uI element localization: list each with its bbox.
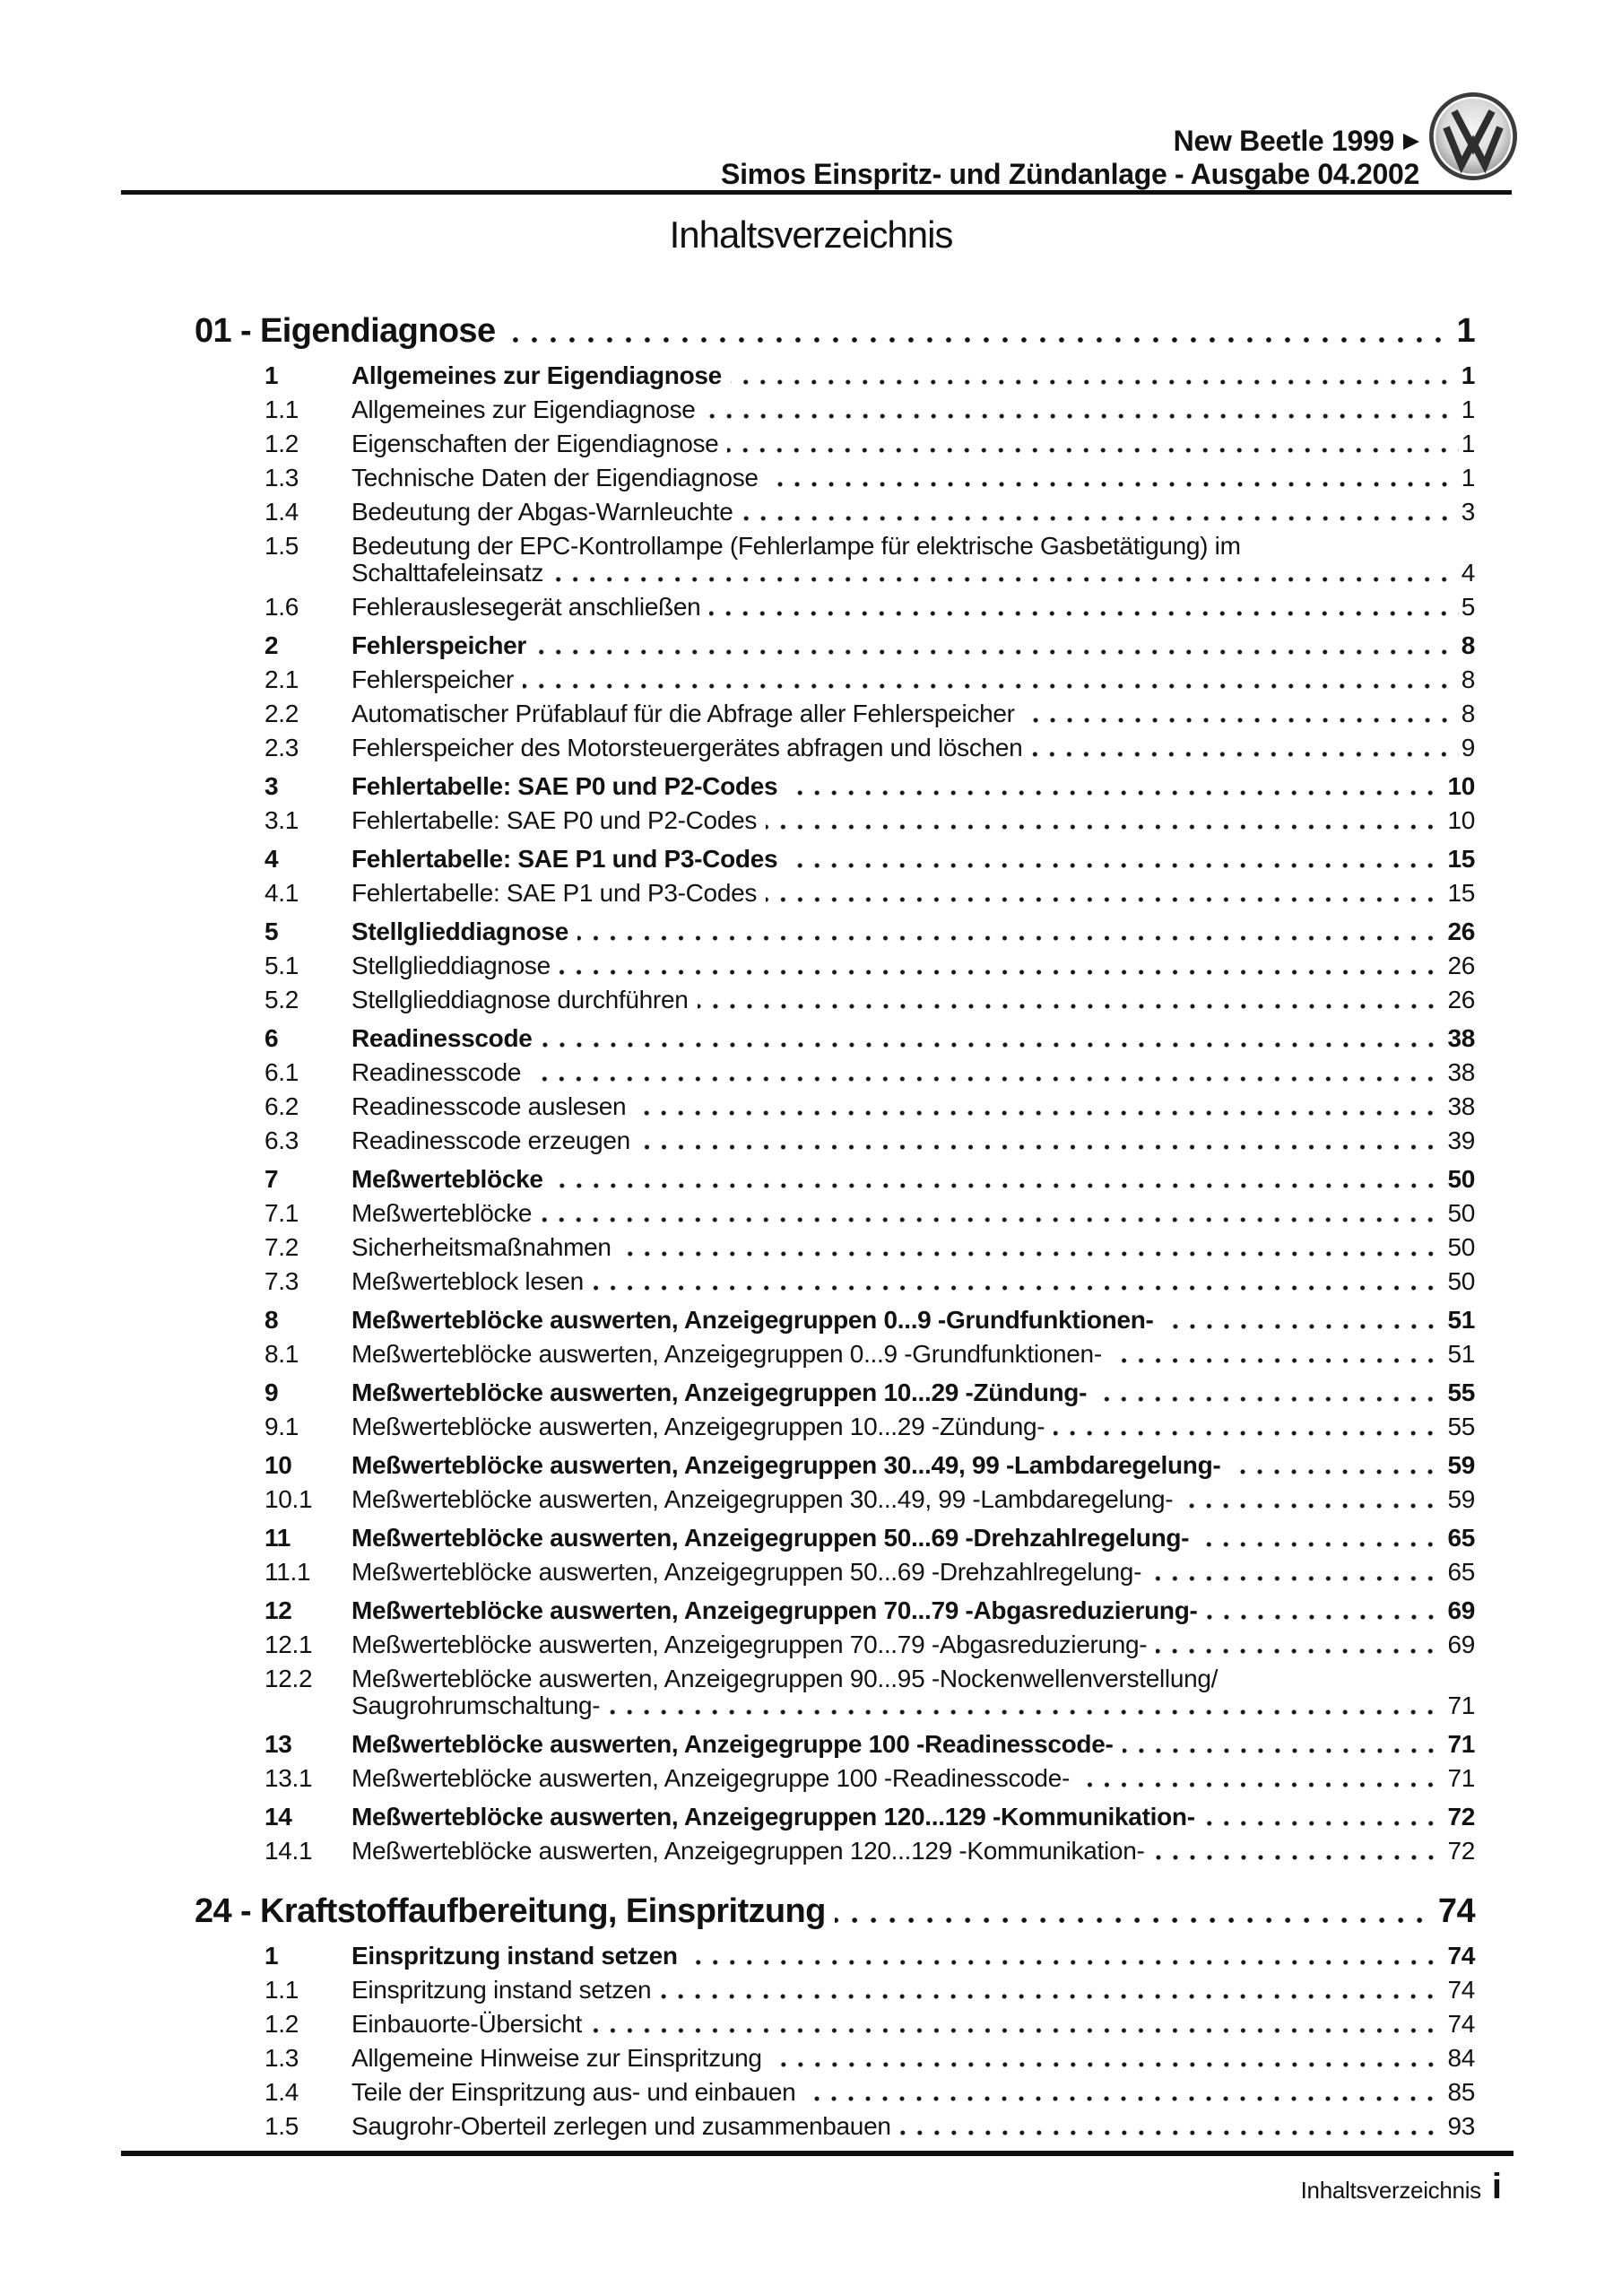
toc-row-page-number: 8 <box>1461 700 1475 727</box>
dot-leader <box>742 516 1459 521</box>
dot-leader <box>768 482 1459 487</box>
footer-label: Inhaltsverzeichnis <box>1300 2177 1481 2204</box>
toc-row <box>121 1234 1475 1261</box>
toc-row-number: 6.2 <box>265 1092 299 1120</box>
toc-row-title: Stellglieddiagnose durchführen <box>351 986 689 1013</box>
toc-row-page-number: 39 <box>1447 1126 1475 1154</box>
dot-leader <box>505 337 1454 344</box>
header-doc-line: Simos Einspritz- und Zündanlage - Ausgabe 04.2002 <box>721 158 1419 190</box>
dot-leader <box>731 379 1459 385</box>
toc-row <box>121 987 1475 1013</box>
dot-leader <box>1054 1431 1444 1436</box>
toc-row-number: 7.1 <box>265 1199 299 1227</box>
dot-leader <box>1250 550 1472 555</box>
toc-row-number: 12.1 <box>265 1631 313 1658</box>
dot-leader <box>1111 1358 1445 1363</box>
toc-row <box>121 666 1475 693</box>
dot-leader <box>639 1144 1444 1150</box>
toc-row-title: Fehlerauslesegerät anschließen <box>351 593 701 621</box>
toc <box>121 311 1475 2140</box>
toc-row <box>121 1341 1475 1368</box>
toc-row-page-number: 65 <box>1447 1524 1475 1552</box>
toc-row-page-number: 55 <box>1447 1378 1475 1406</box>
dot-leader <box>530 1076 1444 1082</box>
toc-row-number: 10 <box>265 1451 292 1479</box>
toc-row-number: 9 <box>265 1378 279 1406</box>
dot-leader <box>727 448 1458 453</box>
vw-logo <box>1428 89 1518 184</box>
toc-row <box>121 880 1475 907</box>
toc-row-number: 12 <box>265 1596 292 1624</box>
toc-row-page-number: 71 <box>1447 1764 1475 1792</box>
toc-row-page-number: 69 <box>1447 1596 1475 1624</box>
toc-row <box>121 952 1475 979</box>
toc-row-number: 5 <box>265 918 279 945</box>
toc-row-number: 1.5 <box>265 532 299 560</box>
toc-row-number: 9.1 <box>265 1413 299 1440</box>
toc-row-number: 14.1 <box>265 1837 313 1865</box>
toc-row-page-number: 72 <box>1447 1803 1475 1831</box>
toc-row-number: 6 <box>265 1024 279 1052</box>
toc-row-page-number: 15 <box>1447 845 1475 873</box>
toc-row-title: Stellglieddiagnose <box>351 918 568 945</box>
toc-row-number: 7 <box>265 1165 279 1193</box>
toc-row-number: 14 <box>265 1803 292 1831</box>
toc-row <box>121 1631 1475 1658</box>
toc-row-title: Meßwerteblöcke <box>351 1165 543 1193</box>
toc-row-title: Meßwerteblöcke auswerten, Anzeigegruppen 70...79 -Abgasreduzierung- <box>351 1596 1198 1624</box>
toc-row-page-number: 4 <box>1461 559 1475 587</box>
toc-row-title: Automatischer Prüfablauf für die Abfrage aller Fehlerspeicher <box>351 700 1015 727</box>
toc-row-number: 1.2 <box>265 430 299 457</box>
toc-row-page-number: 65 <box>1447 1558 1475 1586</box>
toc-row-title: Meßwerteblöcke auswerten, Anzeigegruppen 50...69 -Drehzahlregelung- <box>351 1558 1142 1586</box>
toc-row-number: 13.1 <box>265 1764 313 1792</box>
footer-page-number: i <box>1491 2167 1502 2206</box>
toc-row-page-number: 59 <box>1447 1485 1475 1513</box>
toc-row-title: Readinesscode auslesen <box>351 1092 627 1120</box>
toc-row-page-number: 50 <box>1447 1165 1475 1193</box>
dot-leader <box>1096 1396 1444 1402</box>
toc-row <box>121 2079 1475 2106</box>
toc-row-page-number: 10 <box>1447 772 1475 800</box>
arrow-right-icon <box>1403 134 1419 150</box>
toc-row <box>121 1452 1475 1479</box>
toc-row-page-number: 9 <box>1461 734 1475 761</box>
toc-row-number: 5.1 <box>265 952 299 979</box>
toc-row-title: Allgemeine Hinweise zur Einspritzung <box>351 2044 762 2072</box>
toc-row-page-number: 3 <box>1461 498 1475 526</box>
toc-row-page-number: 74 <box>1447 1942 1475 1970</box>
toc-row-title: Einspritzung instand setzen <box>351 1976 652 2004</box>
toc-row <box>121 311 1475 351</box>
dot-leader <box>804 2096 1444 2101</box>
toc-row <box>121 2113 1475 2140</box>
dot-leader <box>1150 1576 1444 1581</box>
toc-row <box>121 1379 1475 1406</box>
toc-row-page-number: 55 <box>1447 1413 1475 1440</box>
toc-row-page-number: 38 <box>1447 1024 1475 1052</box>
toc-row-page-number: 59 <box>1447 1451 1475 1479</box>
toc-row <box>121 1943 1475 1970</box>
toc-row-title: Meßwerteblöcke auswerten, Anzeigegruppe 100 -Readinesscode- <box>351 1730 1114 1758</box>
toc-row-title: Meßwerteblöcke auswerten, Anzeigegruppe 100 -Readinesscode- <box>351 1764 1070 1792</box>
dot-leader <box>620 1251 1445 1257</box>
toc-row-title: Readinesscode erzeugen <box>351 1126 630 1154</box>
toc-row-number: 5.2 <box>265 986 299 1013</box>
toc-row-page-number: 38 <box>1447 1092 1475 1120</box>
toc-row <box>121 2011 1475 2038</box>
chapter-title: 01 - Eigendiagnose <box>195 312 496 350</box>
dot-leader <box>552 577 1459 582</box>
toc-row-page-number: 38 <box>1447 1058 1475 1086</box>
toc-row-title: Allgemeines zur Eigendiagnose <box>351 361 722 389</box>
toc-row-page-number: 74 <box>1437 1892 1475 1930</box>
toc-row-number: 1.1 <box>265 396 299 423</box>
dot-leader <box>1079 1782 1444 1787</box>
dot-leader <box>900 2130 1445 2135</box>
dot-leader <box>1182 1503 1444 1509</box>
toc-row-number: 13 <box>265 1730 292 1758</box>
toc-row-title: Allgemeines zur Eigendiagnose <box>351 396 696 423</box>
toc-row-number: 11.1 <box>265 1558 311 1586</box>
toc-row-page-number: 5 <box>1461 593 1475 621</box>
toc-row-title: Sicherheitsmaßnahmen <box>351 1233 612 1261</box>
toc-row <box>121 773 1475 800</box>
toc-row-title: Teile der Einspritzung aus- und einbauen <box>351 2078 796 2106</box>
toc-row-title: Meßwerteblöcke auswerten, Anzeigegruppen 30...49, 99 -Lambdaregelung- <box>351 1451 1221 1479</box>
toc-row-number: 12.2 <box>265 1665 313 1692</box>
dot-leader <box>1163 1324 1445 1329</box>
dot-leader <box>609 1709 1444 1715</box>
toc-row-number: 8.1 <box>265 1340 299 1368</box>
dot-leader <box>766 824 1444 830</box>
dot-leader <box>771 2062 1445 2067</box>
toc-row-number: 2.2 <box>265 700 299 727</box>
toc-row-title: Meßwerteblöcke auswerten, Anzeigegruppen 70...79 -Abgasreduzierung- <box>351 1631 1148 1658</box>
toc-row-page-number: 74 <box>1447 2010 1475 2038</box>
toc-row-title: Bedeutung der Abgas-Warnleuchte <box>351 498 733 526</box>
dot-leader <box>1227 1683 1472 1688</box>
toc-row <box>121 1731 1475 1758</box>
dot-leader <box>542 1042 1445 1048</box>
dot-leader <box>523 683 1459 689</box>
toc-row-page-number: 1 <box>1461 464 1475 491</box>
toc-row-number: 7.3 <box>265 1267 299 1295</box>
toc-row-number: 1.2 <box>265 2010 299 2038</box>
toc-row <box>121 735 1475 761</box>
toc-row <box>121 1597 1475 1624</box>
dot-leader <box>698 1004 1445 1009</box>
toc-row-page-number: 74 <box>1447 1976 1475 2004</box>
toc-row-number: 3 <box>265 772 279 800</box>
toc-row-title: Fehlertabelle: SAE P1 und P3-Codes <box>351 845 778 873</box>
toc-row-page-number: 26 <box>1447 918 1475 945</box>
toc-row-number: 2.1 <box>265 665 299 693</box>
toc-row <box>121 1025 1475 1052</box>
dot-leader <box>835 1918 1436 1924</box>
toc-row-page-number: 85 <box>1447 2078 1475 2106</box>
toc-row <box>121 1892 1475 1931</box>
toc-row <box>121 1525 1475 1552</box>
toc-row-number: 6.1 <box>265 1058 299 1086</box>
toc-row-title: Meßwerteblock lesen <box>351 1267 584 1295</box>
toc-row <box>121 533 1475 560</box>
toc-row-page-number: 15 <box>1447 879 1475 907</box>
toc-row <box>121 1413 1475 1440</box>
toc-row <box>121 1765 1475 1792</box>
toc-row <box>121 700 1475 727</box>
header-model-line <box>721 125 1419 158</box>
dot-leader <box>635 1110 1444 1116</box>
dot-leader <box>687 1960 1445 1965</box>
toc-row-page-number: 84 <box>1447 2044 1475 2072</box>
toc-row <box>121 1200 1475 1227</box>
toc-row-title: Saugrohrumschaltung- <box>351 1692 601 1719</box>
toc-row-number: 2.3 <box>265 734 299 761</box>
toc-row-number: 1.6 <box>265 593 299 621</box>
toc-row-number: 1.3 <box>265 464 299 491</box>
dot-leader <box>705 413 1459 419</box>
toc-row-title: Fehlerspeicher <box>351 665 514 693</box>
header-model-text: New Beetle 1999 <box>1173 125 1394 157</box>
toc-row-page-number: 71 <box>1447 1730 1475 1758</box>
toc-row-title: Meßwerteblöcke auswerten, Anzeigegruppen 10...29 -Zündung- <box>351 1413 1045 1440</box>
toc-row-title: Readinesscode <box>351 1058 522 1086</box>
toc-row-page-number: 51 <box>1447 1340 1475 1368</box>
toc-row-page-number: 1 <box>1461 430 1475 457</box>
toc-row-page-number: 69 <box>1447 1631 1475 1658</box>
toc-row <box>121 1486 1475 1513</box>
toc-row <box>121 1692 1475 1719</box>
toc-row-number: 2 <box>265 631 279 659</box>
toc-row-page-number: 26 <box>1447 986 1475 1013</box>
toc-row-title: Meßwerteblöcke auswerten, Anzeigegruppen 90...95 -Nockenwellenverstellung/ <box>351 1665 1219 1692</box>
toc-row <box>121 1307 1475 1334</box>
toc-row <box>121 465 1475 491</box>
toc-row <box>121 2045 1475 2072</box>
toc-row-page-number: 1 <box>1461 396 1475 423</box>
chapter-title: 24 - Kraftstoffaufbereitung, Einspritzung <box>195 1892 826 1930</box>
toc-row <box>121 918 1475 945</box>
toc-row-title: Fehlertabelle: SAE P0 und P2-Codes <box>351 806 758 834</box>
dot-leader <box>1123 1748 1445 1753</box>
toc-row <box>121 846 1475 873</box>
toc-row-number: 1.4 <box>265 2078 299 2106</box>
toc-row-number: 1 <box>265 361 279 389</box>
toc-row <box>121 1166 1475 1193</box>
toc-row-title: Meßwerteblöcke auswerten, Anzeigegruppen 120...129 -Kommunikation- <box>351 1803 1195 1831</box>
toc-row-page-number: 8 <box>1461 631 1475 659</box>
toc-row <box>121 1093 1475 1120</box>
toc-row-page-number: 93 <box>1447 2112 1475 2140</box>
toc-row-number: 4.1 <box>265 879 299 907</box>
dot-leader <box>591 2028 1444 2033</box>
dot-leader <box>766 897 1444 902</box>
toc-row-number: 7.2 <box>265 1233 299 1261</box>
toc-row-number: 6.3 <box>265 1126 299 1154</box>
toc-row-title: Technische Daten der Eigendiagnose <box>351 464 759 491</box>
toc-row-title: Saugrohr-Oberteil zerlegen und zusammenbauen <box>351 2112 891 2140</box>
dot-leader <box>1207 1614 1445 1620</box>
dot-leader <box>541 1217 1444 1222</box>
toc-row <box>121 560 1475 587</box>
toc-row-title: Meßwerteblöcke auswerten, Anzeigegruppen 10...29 -Zündung- <box>351 1378 1088 1406</box>
toc-row-title: Meßwerteblöcke auswerten, Anzeigegruppen 50...69 -Drehzahlregelung- <box>351 1524 1190 1552</box>
toc-row-title: Fehlertabelle: SAE P1 und P3-Codes <box>351 879 758 907</box>
dot-leader <box>1229 1469 1444 1474</box>
toc-row-title: Fehlerspeicher des Motorsteuergerätes abfragen und löschen <box>351 734 1023 761</box>
toc-row-title: Meßwerteblöcke auswerten, Anzeigegruppen 30...49, 99 -Lambdaregelung- <box>351 1485 1174 1513</box>
dot-leader <box>552 1183 1445 1188</box>
toc-row-page-number: 50 <box>1447 1199 1475 1227</box>
toc-row-number: 10.1 <box>265 1485 313 1513</box>
toc-row-title: Eigenschaften der Eigendiagnose <box>351 430 719 457</box>
toc-row <box>121 1977 1475 2004</box>
toc-row-page-number: 10 <box>1447 806 1475 834</box>
toc-row-page-number: 51 <box>1447 1306 1475 1334</box>
dot-leader <box>709 611 1458 616</box>
toc-row-title: Readinesscode <box>351 1024 533 1052</box>
toc-row <box>121 632 1475 659</box>
dot-leader <box>559 970 1445 975</box>
footer <box>1301 2167 1502 2207</box>
toc-row-title: Meßwerteblöcke auswerten, Anzeigegruppen 120...129 -Kommunikation- <box>351 1837 1145 1865</box>
toc-row-title: Stellglieddiagnose <box>351 952 551 979</box>
toc-row-page-number: 1 <box>1461 361 1475 389</box>
toc-row-page-number: 71 <box>1447 1692 1475 1719</box>
toc-row <box>121 1665 1475 1692</box>
dot-leader <box>786 863 1444 868</box>
toc-row-page-number: 8 <box>1461 665 1475 693</box>
toc-row-number: 1.1 <box>265 1976 299 2004</box>
toc-row-page-number: 1 <box>1456 312 1475 350</box>
toc-row-number: 1 <box>265 1942 279 1970</box>
toc-row-title: Bedeutung der EPC-Kontrollampe (Fehlerlampe für elektrische Gasbetätigung) im <box>351 532 1241 560</box>
dot-leader <box>1204 1821 1445 1826</box>
toc-row-number: 1.3 <box>265 2044 299 2072</box>
toc-row-page-number: 72 <box>1447 1837 1475 1865</box>
toc-row-number: 1.4 <box>265 498 299 526</box>
dot-leader <box>786 790 1444 796</box>
toc-row-title: Einbauorte-Übersicht <box>351 2010 583 2038</box>
toc-row-title: Meßwerteblöcke auswerten, Anzeigegruppen 0...9 -Grundfunktionen- <box>351 1340 1102 1368</box>
dot-leader <box>1024 718 1459 723</box>
toc-row-number: 1.5 <box>265 2112 299 2140</box>
dot-leader <box>577 935 1444 941</box>
toc-row-page-number: 26 <box>1447 952 1475 979</box>
toc-row-number: 3.1 <box>265 806 299 834</box>
toc-row-title: Schalttafeleinsatz <box>351 559 544 587</box>
dot-leader <box>593 1285 1445 1291</box>
toc-row <box>121 1559 1475 1586</box>
toc-row <box>121 807 1475 834</box>
toc-row-page-number: 50 <box>1447 1267 1475 1295</box>
toc-row <box>121 1838 1475 1865</box>
footer-rule <box>121 2151 1514 2156</box>
toc-row <box>121 499 1475 526</box>
toc-row <box>121 430 1475 457</box>
dot-leader <box>660 1994 1444 1999</box>
toc-row <box>121 1268 1475 1295</box>
dot-leader <box>535 649 1459 655</box>
toc-row-number: 11 <box>265 1524 291 1552</box>
toc-row-title: Fehlertabelle: SAE P0 und P2-Codes <box>351 772 778 800</box>
dot-leader <box>1031 752 1458 757</box>
toc-row <box>121 594 1475 621</box>
toc-row-title: Meßwerteblöcke auswerten, Anzeigegruppen 0...9 -Grundfunktionen- <box>351 1306 1154 1334</box>
toc-row <box>121 1804 1475 1831</box>
dot-leader <box>1198 1542 1444 1547</box>
dot-leader <box>1156 1648 1444 1654</box>
toc-row-title: Meßwerteblöcke <box>351 1199 533 1227</box>
page-title: Inhaltsverzeichnis <box>669 213 953 256</box>
toc-row-page-number: 50 <box>1447 1233 1475 1261</box>
toc-row <box>121 1127 1475 1154</box>
toc-row <box>121 362 1475 389</box>
header <box>721 125 1419 191</box>
toc-row-number: 4 <box>265 845 279 873</box>
toc-row <box>121 396 1475 423</box>
toc-row-title: Einspritzung instand setzen <box>351 1942 678 1970</box>
toc-row-title: Fehlerspeicher <box>351 631 526 659</box>
header-rule <box>121 190 1512 195</box>
dot-leader <box>1154 1855 1445 1860</box>
toc-row-number: 8 <box>265 1306 279 1334</box>
toc-row <box>121 1059 1475 1086</box>
